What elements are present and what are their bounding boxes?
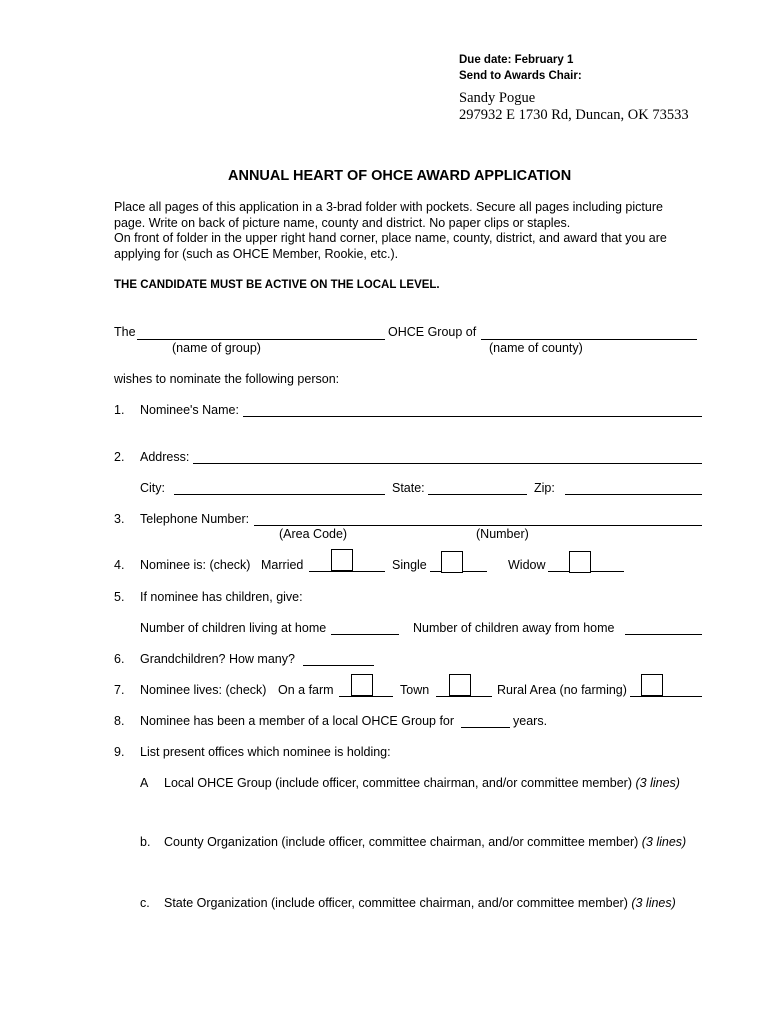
grandchildren-label: Grandchildren? How many? xyxy=(140,652,295,666)
send-to-label: Send to Awards Chair: xyxy=(459,70,582,82)
state-org-offices xyxy=(164,896,676,910)
sub-item-label: c. xyxy=(140,896,150,910)
instruction-line: Place all pages of this application in a 3-brad folder with pockets. Secure all pages including picture xyxy=(114,200,663,214)
group-name-line[interactable] xyxy=(137,339,385,340)
instruction-line: applying for (such as OHCE Member, Rookie, etc.). xyxy=(114,246,399,261)
widow-label: Widow xyxy=(508,558,546,572)
county-org-text: County Organization (include officer, committee chairman, and/or committee member) xyxy=(164,835,639,849)
item-number: 7. xyxy=(114,683,125,697)
instruction-line: page. Write on back of picture name, county and district. No paper clips or staples. xyxy=(114,215,571,230)
item-number: 2. xyxy=(114,450,125,464)
the-label: The xyxy=(114,325,136,339)
nominee-is-label: Nominee is: (check) xyxy=(140,558,251,572)
married-label: Married xyxy=(261,558,304,572)
children-home-label: Number of children living at home xyxy=(140,621,327,635)
grandchildren-line[interactable] xyxy=(303,665,374,666)
years-label: years. xyxy=(513,714,548,728)
rural-checkbox[interactable] xyxy=(641,674,663,696)
zip-label: Zip: xyxy=(534,481,555,495)
page-title: ANNUAL HEART OF OHCE AWARD APPLICATION xyxy=(228,168,572,184)
item-number: 5. xyxy=(114,590,125,604)
state-label: State: xyxy=(392,481,425,495)
farm-label: On a farm xyxy=(278,683,334,697)
instruction-line: On front of folder in the upper right hand corner, place name, county, district, and award that you are xyxy=(114,231,667,245)
county-org-offices xyxy=(164,835,686,849)
nominate-text: wishes to nominate the following person: xyxy=(114,372,340,386)
item-number: 3. xyxy=(114,512,125,526)
town-line xyxy=(436,696,492,697)
state-org-text: State Organization (include officer, committee chairman, and/or committee member) xyxy=(164,896,628,910)
farm-line xyxy=(339,696,393,697)
sub-item-label: b. xyxy=(140,835,151,849)
town-label: Town xyxy=(400,683,430,697)
member-for-label: Nominee has been a member of a local OHCE Group for xyxy=(140,714,455,728)
rural-label: Rural Area (no farming) xyxy=(497,683,627,697)
local-group-text: Local OHCE Group (include officer, committee chairman, and/or committee member) xyxy=(164,776,633,790)
three-lines-note: (3 lines) xyxy=(635,776,680,790)
rural-line xyxy=(630,696,702,697)
farm-checkbox[interactable] xyxy=(351,674,373,696)
sub-item-label: A xyxy=(140,776,149,790)
telephone-label: Telephone Number: xyxy=(140,512,250,526)
nominee-name-label: Nominee's Name: xyxy=(140,403,239,417)
married-checkbox[interactable] xyxy=(331,549,353,571)
name-of-group-caption: (name of group) xyxy=(172,341,261,355)
children-away-label: Number of children away from home xyxy=(413,621,615,635)
nominee-lives-label: Nominee lives: (check) xyxy=(140,683,267,697)
item-number: 4. xyxy=(114,558,125,572)
chair-name: Sandy Pogue xyxy=(459,90,536,106)
single-label: Single xyxy=(392,558,427,572)
address-line[interactable] xyxy=(193,463,702,464)
county-name-line[interactable] xyxy=(481,339,697,340)
city-label: City: xyxy=(140,481,165,495)
item-number: 8. xyxy=(114,714,125,728)
number-caption: (Number) xyxy=(476,527,529,541)
item-number: 1. xyxy=(114,403,125,417)
member-years-line[interactable] xyxy=(461,727,510,728)
address-label: Address: xyxy=(140,450,190,464)
married-line xyxy=(309,571,385,572)
town-checkbox[interactable] xyxy=(449,674,471,696)
children-away-line[interactable] xyxy=(625,634,702,635)
children-home-line[interactable] xyxy=(331,634,399,635)
requirement-note: THE CANDIDATE MUST BE ACTIVE ON THE LOCAL LEVEL. xyxy=(114,279,440,291)
offices-label: List present offices which nominee is holding: xyxy=(140,745,391,759)
telephone-line[interactable] xyxy=(254,525,702,526)
widow-checkbox[interactable] xyxy=(569,551,591,573)
ohce-group-of-label: OHCE Group of xyxy=(388,325,477,339)
item-number: 6. xyxy=(114,652,125,666)
city-line[interactable] xyxy=(174,494,385,495)
instructions xyxy=(114,200,684,262)
single-checkbox[interactable] xyxy=(441,551,463,573)
area-code-caption: (Area Code) xyxy=(279,527,348,541)
name-of-county-caption: (name of county) xyxy=(489,341,583,355)
item-number: 9. xyxy=(114,745,125,759)
state-line[interactable] xyxy=(428,494,527,495)
due-date: Due date: February 1 xyxy=(459,54,574,66)
zip-line[interactable] xyxy=(565,494,702,495)
children-label: If nominee has children, give: xyxy=(140,590,303,604)
nominee-name-line[interactable] xyxy=(243,416,702,417)
three-lines-note: (3 lines) xyxy=(641,835,687,849)
three-lines-note: (3 lines) xyxy=(631,896,676,910)
local-group-offices xyxy=(164,776,680,790)
chair-address: 297932 E 1730 Rd, Duncan, OK 73533 xyxy=(459,107,689,123)
